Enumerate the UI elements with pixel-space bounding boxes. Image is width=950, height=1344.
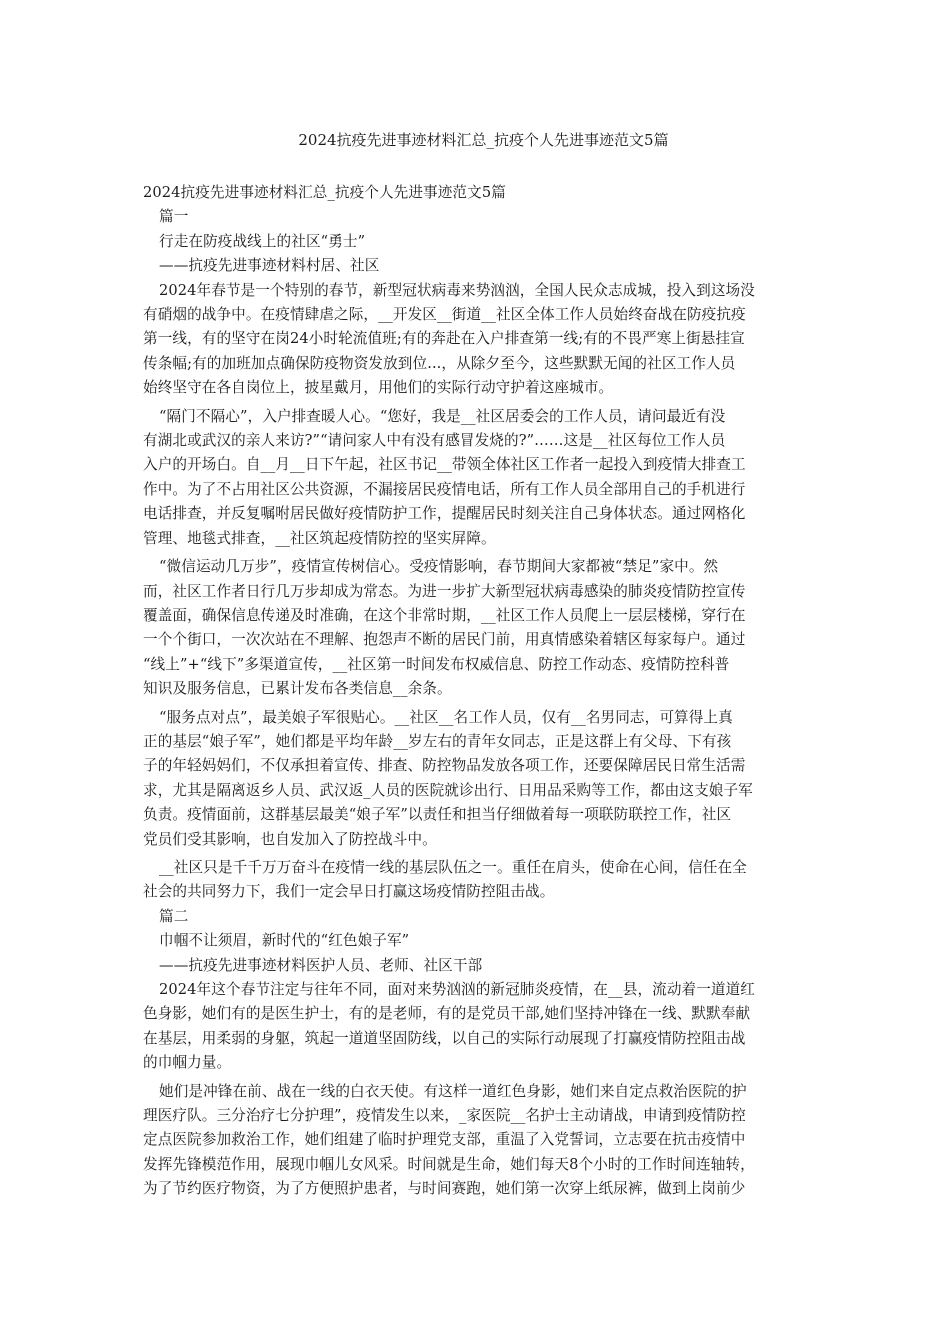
text-line: 传条幅;有的加班加点确保防疫物资发放到位...，从除夕至今，这些默默无闻的社区工作人员 (143, 354, 736, 372)
document-subtitle: 2024抗疫先进事迹材料汇总_抗疫个人先进事迹范文5篇 (143, 184, 506, 201)
text-line: 求，尤其是隔离返乡人员、武汉返_人员的医院就诊出行、日用品采购等工作，都由这支娘子军 (143, 781, 753, 799)
text-line: 色身影，她们有的是医生护士，有的是老师，有的是党员干部,她们坚持冲锋在一线、默默奉献 (143, 1005, 751, 1023)
text-line: 知识及服务信息，已累计发布各类信息__余条。 (143, 680, 452, 698)
text-line: 正的基层“娘子军”，她们都是平均年龄__岁左右的青年女同志，正是这群上有父母、下有孩 (143, 732, 732, 750)
text-line: 作中。为了不占用社区公共资源，不漏接居民疫情电话，所有工作人员全部用自己的手机进行 (143, 480, 746, 498)
text-line: “隔门不隔心”，入户排查暖人心。“您好，我是__社区居委会的工作人员，请问最近有没 (159, 407, 726, 425)
text-line: 定点医院参加救治工作，她们组建了临时护理党支部，重温了入党誓词，立志要在抗击疫情中 (143, 1131, 746, 1149)
text-line: 有湖北或武汉的亲人来访?”“请问家人中有没有感冒发烧的?”……这是__社区每位工作人员 (143, 432, 726, 450)
section-label: 篇二 (159, 907, 189, 925)
text-line: 入户的开场白。自__月__日下午起，社区书记__带领全体社区工作者一起投入到疫情大排查工 (143, 456, 746, 474)
text-line: 的巾帼力量。 (143, 1054, 232, 1072)
text-line: 负责。疫情面前，这群基层最美“娘子军”以责任和担当仔细做着每一项联防联控工作，社区 (143, 806, 732, 824)
text-line: 始终坚守在各自岗位上，披星戴月，用他们的实际行动守护着这座城市。 (143, 379, 614, 397)
text-line: 2024年这个春节注定与往年不同，面对来势汹汹的新冠肺炎疫情，在__县，流动着一道道红 (159, 981, 756, 998)
section-subheading: ——抗疫先进事迹材料村居、社区 (159, 257, 380, 275)
section-heading: 行走在防疫战线上的社区“勇士” (159, 232, 366, 250)
paragraph (143, 405, 800, 551)
text-line: 党员们受其影响，也自发加入了防控战斗中。 (143, 830, 437, 848)
paragraph (143, 706, 800, 852)
text-line: “服务点对点”，最美娘子军很贴心。__社区__名工作人员，仅有__名男同志，可算得上真 (159, 708, 733, 726)
paragraph (143, 856, 800, 905)
document-body (143, 181, 800, 1202)
text-line: 覆盖面，确保信息传递及时准确，在这个非常时期，__社区工作人员爬上一层层楼梯，穿行在 (143, 606, 746, 624)
text-line: 有硝烟的战争中。在疫情肆虐之际，__开发区__街道__社区全体工作人员始终奋战在防疫抗疫 (143, 306, 746, 324)
text-line: 电话排查，并反复嘱咐居民做好疫情防护工作，提醒居民时刻关注自己身体状态。通过网格化 (143, 505, 746, 523)
text-line: 第一线，有的坚守在岗24小时轮流值班;有的奔赴在入户排查第一线;有的不畏严寒上街悬挂宣 (143, 330, 745, 348)
text-line: “微信运动几万步”，疫情宣传树信心。受疫情影响，春节期间大家都被“禁足”家中。然 (159, 558, 719, 576)
text-line: 在基层，用柔弱的身躯，筑起一道道坚固防线，以自己的实际行动展现了打赢疫情防控阻击战 (143, 1029, 746, 1047)
text-line: 她们是冲锋在前、战在一线的白衣天使。有这样一道红色身影，她们来自定点救治医院的护 (159, 1082, 747, 1100)
text-line: 而，社区工作者日行几万步却成为常态。为进一步扩大新型冠状病毒感染的肺炎疫情防控宣传 (143, 582, 746, 600)
section-subheading: ——抗疫先进事迹材料医护人员、老师、社区干部 (159, 956, 483, 974)
text-line: 子的年轻妈妈们，不仅承担着宣传、排查、防控物品发放各项工作，还要保障居民日常生活需 (143, 757, 746, 775)
paragraph (143, 555, 800, 701)
text-line: 为了节约医疗物资，为了方便照护患者，与时间赛跑，她们第一次穿上纸尿裤，做到上岗前少 (143, 1180, 746, 1198)
text-line: 理医疗队。三分治疗七分护理”，疫情发生以来，_家医院__名护士主动请战，申请到疫情防控 (143, 1107, 746, 1125)
paragraph (143, 279, 800, 401)
text-line: 发挥先锋模范作用，展现巾帼儿女风采。时间就是生命，她们每天8个小时的工作时间连轴转， (143, 1155, 755, 1173)
text-line: “线上”+“线下”多渠道宣传，__社区第一时间发布权威信息、防控工作动态、疫情防控科普 (143, 655, 730, 673)
paragraph (143, 1080, 800, 1202)
text-line: __社区只是千千万万奋斗在疫情一线的基层队伍之一。重任在肩头，使命在心间，信任在全 (159, 858, 747, 876)
text-line: 社会的共同努力下，我们一定会早日打赢这场疫情防控阻击战。 (143, 883, 555, 901)
section-label: 篇一 (159, 208, 189, 226)
text-line: 2024年春节是一个特别的春节，新型冠状病毒来势汹汹，全国人民众志成城，投入到这场没 (159, 281, 755, 299)
section-heading: 巾帼不让须眉，新时代的“红色娘子军” (159, 932, 410, 950)
document-title: 2024抗疫先进事迹材料汇总_抗疫个人先进事迹范文5篇 (298, 131, 669, 149)
paragraph (143, 978, 800, 1076)
text-line: 管理、地毯式排查，__社区筑起疫情防控的坚实屏障。 (143, 529, 496, 547)
text-line: 一个个街口，一次次站在不理解、抱怨声不断的居民门前，用真情感染着辖区每家每户。通过 (143, 631, 746, 649)
